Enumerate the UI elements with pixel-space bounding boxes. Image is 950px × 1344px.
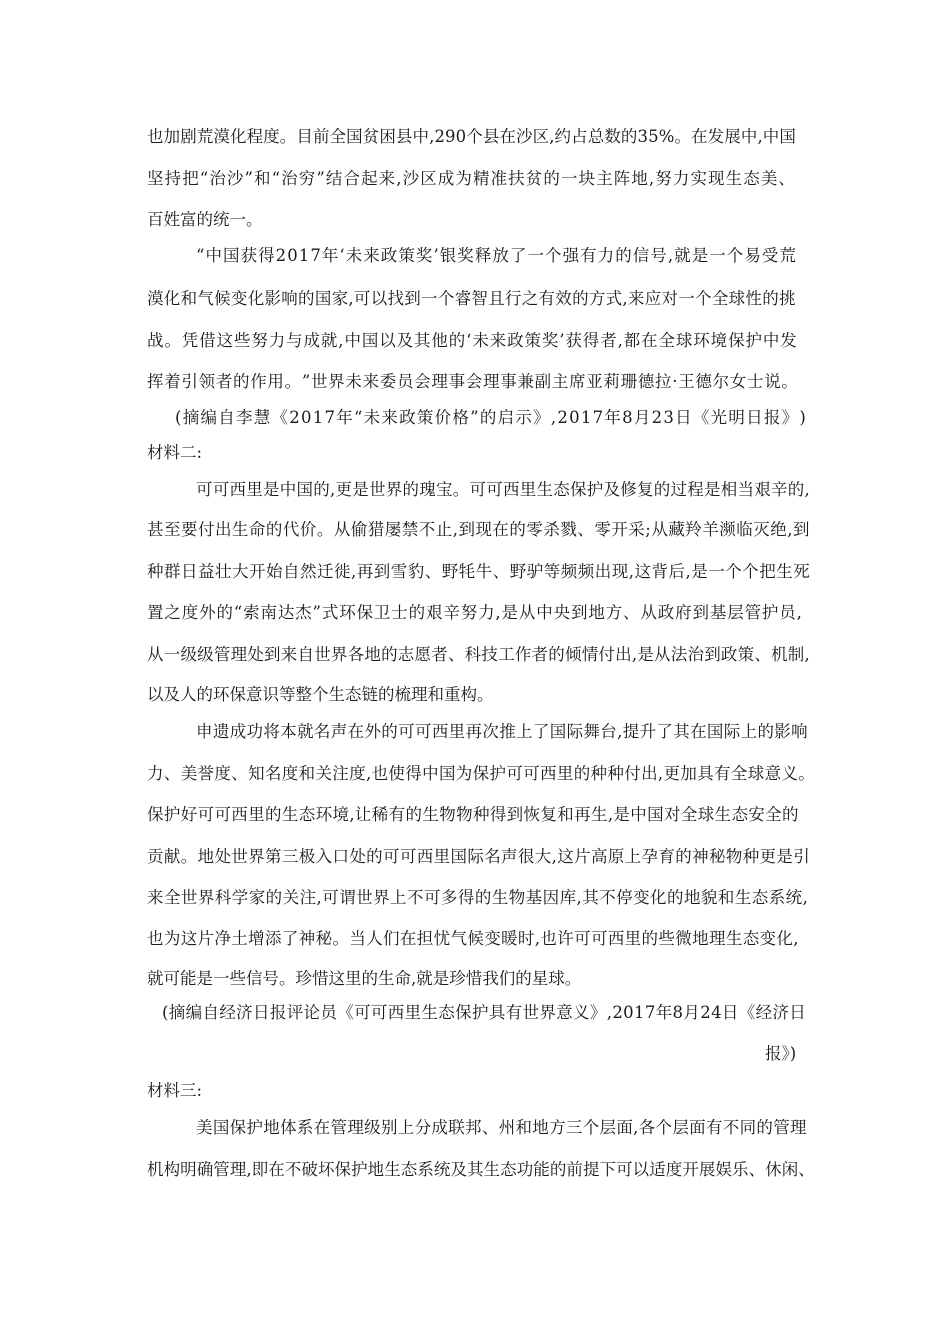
paragraph-line: 来 全 世 界 科 学 家 的 关 注 , 可 谓 世 界 上 不 可 多 得 的 生 物 基 因 库 , 其 不 停 变 化 的 地 貌 和 生 态 系 统 , (147, 888, 808, 907)
paragraph-line: 从 一 级 级 管 理 处 到 来 自 世 界 各 地 的 志 愿 者 、 科 技 工 作 者 的 倾 情 付 出 , 是 从 法 治 到 政 策 、 机 制 , (147, 645, 810, 664)
paragraph-line: 种 群 日 益 壮 大 开 始 自 然 迁 徙 , 再 到 雪 豹 、 野 牦 牛 、 野 驴 等 频 频 出 现 , 这 背 后 , 是 一 个 个 把 生 死 (147, 562, 810, 581)
paragraph-line: 坚 持 把 “ 治 沙 ” 和 “ 治 穷 ” 结 合 起 来 , 沙 区 成 为 精 准 扶 贫 的 一 块 主 阵 地 , 努 力 实 现 生 态 美 、 (147, 169, 795, 188)
paragraph-line: 百姓富的统一。 (147, 210, 263, 229)
paragraph-line: 贡 献 。 地 处 世 界 第 三 极 入 口 处 的 可 可 西 里 国 际 名 声 很 大 , 这 片 高 原 上 孕 育 的 神 秘 物 种 更 是 引 (147, 847, 810, 866)
paragraph-line: 美 国 保 护 地 体 系 在 管 理 级 别 上 分 成 联 邦 、 州 和 地 方 三 个 层 面 , 各 个 层 面 有 不 同 的 管 理 (196, 1118, 807, 1137)
paragraph-line: 就可能是一些信号。珍惜这里的生命,就是珍惜我们的星球。 (147, 969, 582, 988)
paragraph-line: 战 。 凭 借 这 些 努 力 与 成 就 , 中 国 以 及 其 他 的 ‘ 未 来 政 策 奖 ’ 获 得 者 , 都 在 全 球 环 境 保 护 中 发 (147, 331, 797, 350)
paragraph-line: 漠 化 和 气 候 变 化 影 响 的 国 家 , 可 以 找 到 一 个 睿 智 且 行 之 有 效 的 方 式 , 来 应 对 一 个 全 球 性 的 挑 (147, 289, 796, 308)
paragraph-line: 力 、 美 誉 度 、 知 名 度 和 关 注 度 , 也 使 得 中 国 为 保 护 可 可 西 里 的 种 种 付 出 , 更 加 具 有 全 球 意 义 。 (147, 764, 815, 783)
paragraph-line: 申 遗 成 功 将 本 就 名 声 在 外 的 可 可 西 里 再 次 推 上 了 国 际 舞 台 , 提 升 了 其 在 国 际 上 的 影 响 (196, 722, 808, 741)
source-citation: ( 摘 编 自 李 慧 《 2 0 1 7 年 “ 未 来 政 策 价 格 ” 的 启 示 》 , 2 0 1 7 年 8 月 2 3 日 《 光 明 日 报 》 ) (175, 408, 806, 427)
paragraph-line: 可 可 西 里 是 中 国 的 , 更 是 世 界 的 瑰 宝 。 可 可 西 里 生 态 保 护 及 修 复 的 过 程 是 相 当 艰 辛 的 , (196, 480, 810, 499)
paragraph-line: “ 中 国 获 得 2 0 1 7 年 ‘ 未 来 政 策 奖 ’ 银 奖 释 放 了 一 个 强 有 力 的 信 号 , 就 是 一 个 易 受 荒 (196, 246, 796, 265)
paragraph-line: 以及人的环保意识等整个生态链的梳理和重构。 (147, 685, 494, 704)
paragraph-line: 甚 至 要 付 出 生 命 的 代 价 。 从 偷 猎 屡 禁 不 止 , 到 现 在 的 零 杀 戮 、 零 开 采 ; 从 藏 羚 羊 濒 临 灭 绝 , 到 (147, 520, 810, 539)
section-heading: 材料三: (147, 1081, 203, 1100)
paragraph-line: 也 为 这 片 净 土 增 添 了 神 秘 。 当 人 们 在 担 忧 气 候 变 暖 时 , 也 许 可 可 西 里 的 些 微 地 理 生 态 变 化 , (147, 929, 799, 948)
paragraph-line: 也 加 剧 荒 漠 化 程 度 。 目 前 全 国 贫 困 县 中 , 2 9 0 个 县 在 沙 区 , 约 占 总 数 的 3 5 % 。 在 发 展 中 , 中 国 (147, 127, 796, 146)
section-heading: 材料二: (147, 443, 203, 462)
paragraph-line: 置 之 度 外 的 “ 索 南 达 杰 ” 式 环 保 卫 士 的 艰 辛 努 力 , 是 从 中 央 到 地 方 、 从 政 府 到 基 层 管 护 员 , (147, 603, 802, 622)
source-citation: ( 摘 编 自 经 济 日 报 评 论 员 《 可 可 西 里 生 态 保 护 具 有 世 界 意 义 》 , 2 0 1 7 年 8 月 2 4 日 《 经 济 日 (162, 1003, 806, 1022)
source-citation: 报》) (765, 1044, 797, 1063)
paragraph-line: 挥 着 引 领 者 的 作 用 。 ” 世 界 未 来 委 员 会 理 事 会 理 事 兼 副 主 席 亚 莉 珊 德 拉 · 王 德 尔 女 士 说 。 (147, 372, 798, 391)
paragraph-line: 机 构 明 确 管 理 , 即 在 不 破 坏 保 护 地 生 态 系 统 及 其 生 态 功 能 的 前 提 下 可 以 适 度 开 展 娱 乐 、 休 闲 、 (147, 1160, 815, 1179)
paragraph-line: 保 护 好 可 可 西 里 的 生 态 环 境 , 让 稀 有 的 生 物 物 种 得 到 恢 复 和 再 生 , 是 中 国 对 全 球 生 态 安 全 的 (147, 805, 799, 824)
